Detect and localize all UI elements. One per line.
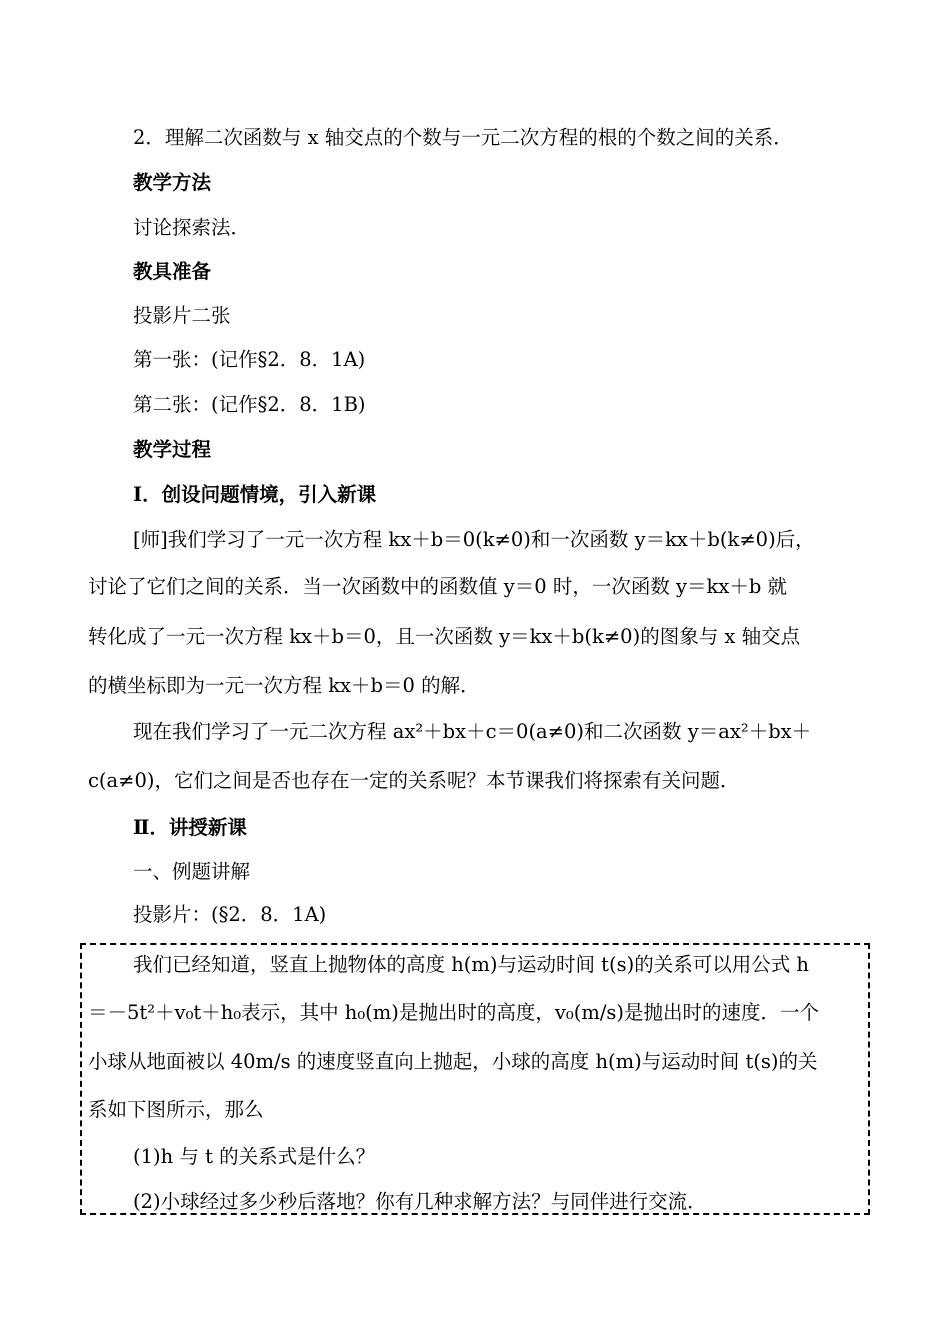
paragraph-2-line-2: c(a≠0)，它们之间是否也存在一定的关系呢？本节课我们将探索有关问题． bbox=[88, 769, 740, 792]
tools-heading: 教具准备 bbox=[133, 260, 212, 283]
objective-2: 2．理解二次函数与 x 轴交点的个数与一元二次方程的根的个数之间的关系． bbox=[133, 126, 793, 149]
projection-slide-box bbox=[80, 943, 870, 1215]
method-heading: 教学方法 bbox=[133, 171, 212, 194]
subsection-1: 一、例题讲解 bbox=[133, 860, 251, 883]
method-text: 讨论探索法． bbox=[133, 216, 251, 239]
paragraph-2-line-1: 现在我们学习了一元二次方程 ax²＋bx＋c＝0(a≠0)和二次函数 y＝ax²＋bx＋ bbox=[133, 720, 812, 743]
question-2: (2)小球经过多少秒后落地？你有几种求解方法？与同伴进行交流． bbox=[133, 1190, 707, 1213]
section-1-heading: Ⅰ．创设问题情境，引入新课 bbox=[133, 483, 377, 506]
slide-a-label: 投影片：(§2．8．1A) bbox=[133, 903, 327, 926]
box-line-3: 小球从地面被以 40m/s 的速度竖直向上抛起，小球的高度 h(m)与运动时间 t(s)的关 bbox=[88, 1050, 818, 1073]
paragraph-1-line-3: 转化成了一元一次方程 kx＋b＝0，且一次函数 y＝kx＋b(k≠0)的图象与 x 轴交点 bbox=[88, 625, 801, 648]
slide-2-note: 第二张：(记作§2．8．1B) bbox=[133, 393, 366, 416]
box-line-4: 系如下图所示，那么 bbox=[88, 1098, 264, 1121]
process-heading: 教学过程 bbox=[133, 438, 212, 461]
slide-1-note: 第一张：(记作§2．8．1A) bbox=[133, 348, 366, 371]
paragraph-1-line-1: [师]我们学习了一元一次方程 kx＋b＝0(k≠0)和一次函数 y＝kx＋b(k≠0)后， bbox=[133, 528, 815, 551]
section-2-heading: Ⅱ．讲授新课 bbox=[133, 816, 247, 839]
paragraph-1-line-4: 的横坐标即为一元一次方程 kx＋b＝0 的解． bbox=[88, 674, 480, 697]
box-line-2: ＝－5t²＋v₀t＋h₀表示，其中 h₀(m)是抛出时的高度，v₀(m/s)是抛出时的速度．一个 bbox=[88, 1001, 820, 1024]
tools-text: 投影片二张 bbox=[133, 304, 231, 327]
box-line-1: 我们已经知道，竖直上抛物体的高度 h(m)与运动时间 t(s)的关系可以用公式 h bbox=[133, 953, 809, 976]
question-1: (1)h 与 t 的关系式是什么？ bbox=[133, 1145, 376, 1168]
paragraph-1-line-2: 讨论了它们之间的关系．当一次函数中的函数值 y＝0 时，一次函数 y＝kx＋b 就 bbox=[88, 575, 788, 598]
